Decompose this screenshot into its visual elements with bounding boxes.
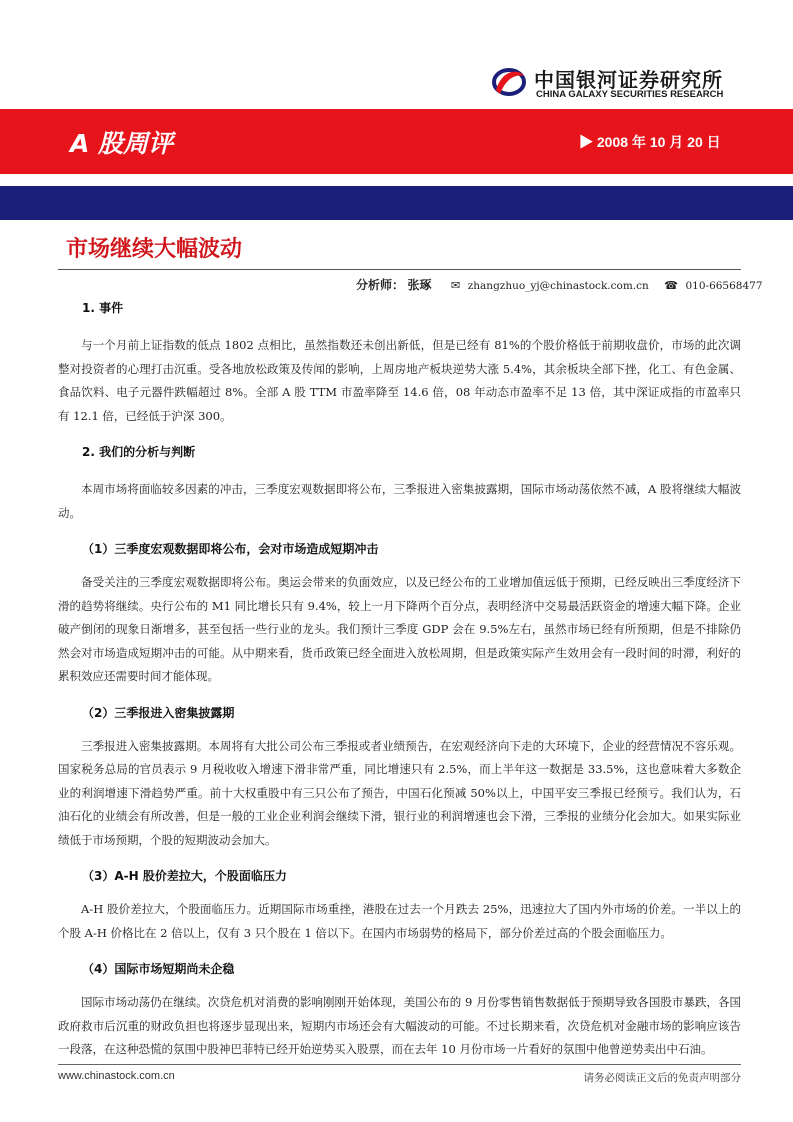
galaxy-logo-icon <box>490 64 530 100</box>
subsection-1-paragraph: 备受关注的三季度宏观数据即将公布。奥运会带来的负面效应，以及已经公布的工业增加值远低于预期，已经反映出三季度经济下滑的趋势将继续。央行公布的 M1 同比增长只有 9.4%，较上一月下降两个百分点，表明经济中交易最活跃资金的增速大幅下降。企业破产倒闭的现象日渐增多，甚至包括一些行业的龙头。我们预计三季度 GDP 会在 9.5%左右，虽然市场已经有所预期，但是不排除仍然会对市场造成短期冲击的可能。从中期来看，货币政策已经全面进入放松周期，但是政策实际产生效用会有一段时间的时滞，利好的累积效应还需要时间才能体现。 <box>58 575 741 683</box>
report-type-title: A 股周评 <box>70 129 174 158</box>
email-icon: ✉ <box>451 279 461 292</box>
report-date: ▶ 2008 年 10 月 20 日 <box>579 134 721 150</box>
headline-divider <box>58 269 741 270</box>
analyst-phone: 010-66568477 <box>685 280 763 292</box>
org-name-cn: 中国银河证券研究所 <box>534 68 723 92</box>
subsection-4-paragraph: 国际市场动荡仍在继续。次贷危机对消费的影响刚刚开始体现，美国公布的 9 月份零售销售数据低于预期导致各国股市暴跌，各国政府救市后沉重的财政负担也将逐步显现出来，短期内市场还会有大幅波动的可能。不过长期来看，次贷危机对金融市场的影响应该告一段落，在这种恐慌的氛围中股神巴菲特已经开始逆势买入股票，而在去年 10 月份市场一片看好的氛围中他曾逆势卖出中石油。 <box>58 995 741 1056</box>
report-body <box>58 298 741 1076</box>
analyst-info <box>356 276 763 293</box>
report-headline: 市场继续大幅波动 <box>66 237 243 262</box>
phone-icon: ☎ <box>664 279 678 292</box>
org-name-en: CHINA GALAXY SECURITIES RESEARCH <box>536 89 724 100</box>
analyst-label: 分析师： <box>356 278 405 292</box>
subsection-3-title: （3）A-H 股价差拉大，个股面临压力 <box>82 869 287 883</box>
subsection-3-paragraph: A-H 股价差拉大，个股面临压力。近期国际市场重挫，港股在过去一个月跌去 25%，迅速拉大了国内外市场的价差。一半以上的个股 A-H 价格比在 2 倍以上，仅有 3 只个股在 1 倍以下。在国内市场弱势的格局下，部分价差过高的个股会面临压力。 <box>58 902 741 940</box>
section-2-title: 2. 我们的分析与判断 <box>82 445 196 459</box>
analyst-email[interactable]: zhangzhuo_yj@chinastock.com.cn <box>467 280 649 292</box>
subsection-1-title: （1）三季度宏观数据即将公布，会对市场造成短期冲击 <box>82 542 379 556</box>
subsection-2-title: （2）三季报进入密集披露期 <box>82 705 235 720</box>
section-1-paragraph: 与一个月前上证指数的低点 1802 点相比，虽然指数还未创出新低，但是已经有 81%的个股价格低于前期收盘价，市场的此次调整对投资者的心理打击沉重。受各地放松政策及传闻的影响，上周房地产板块逆势大涨 5.4%，其余板块全部下挫，化工、有色金属、食品饮料、电子元器件跌幅超过 8%。全部 A 股 TTM 市盈率降至 14.6 倍，08 年动态市盈率不足 13 倍，其中深证成指的市盈率只有 12.1 倍，已经低于沪深 300。 <box>58 338 741 423</box>
analyst-name: 张琢 <box>407 278 432 292</box>
footer-website[interactable]: www.chinastock.com.cn <box>58 1070 175 1082</box>
company-logo <box>490 62 740 106</box>
footer-disclaimer: 请务必阅读正文后的免责声明部分 <box>583 1072 741 1084</box>
header-navy-band <box>0 186 793 220</box>
section-2-paragraph: 本周市场将面临较多因素的冲击，三季度宏观数据即将公布，三季报进入密集披露期，国际市场动荡依然不减，A 股将继续大幅波动。 <box>58 482 741 520</box>
subsection-4-title: （4）国际市场短期尚未企稳 <box>82 962 235 976</box>
section-1-title: 1. 事件 <box>82 301 124 315</box>
footer-divider <box>58 1064 741 1065</box>
subsection-2-paragraph: 三季报进入密集披露期。本周将有大批公司公布三季报或者业绩预告，在宏观经济向下走的大环境下，企业的经营情况不容乐观。国家税务总局的官员表示 9 月税收收入增速下滑非常严重，同比增速只有 2.5%，而上半年这一数据是 33.5%，这也意味着大多数企业的利润增速下滑趋势严重。前十大权重股中有三只公布了预告，中国石化预减 50%以上，中国平安三季报已经预亏。我们认为，石油石化的业绩会有所改善，但是一般的工业企业利润会继续下滑，银行业的利润增速也会下滑，三季报的业绩分化会加大。如果实际业绩低于市场预期，个股的短期波动会加大。 <box>58 738 741 847</box>
